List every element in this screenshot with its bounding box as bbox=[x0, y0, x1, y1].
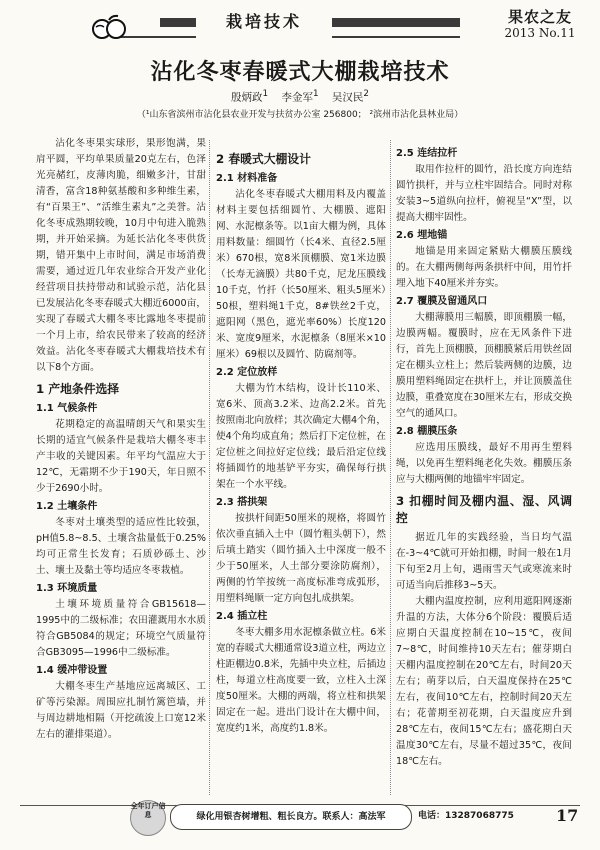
footer-phone: 电话：13287068775 bbox=[418, 811, 514, 821]
fruit-logo-icon bbox=[88, 14, 132, 40]
paragraph: 应选用压膜线，最好不用再生塑料绳，以免再生塑料绳老化失效。棚膜压条应与大棚两侧的地锚牢牢固定。 bbox=[396, 442, 572, 485]
subsection-heading: 2.7 覆膜及留通风口 bbox=[396, 296, 488, 307]
issue-number: 2013 No.11 bbox=[504, 26, 576, 40]
paragraph: 按拱杆间距50厘米的规格，将圆竹依次垂直插入土中（圆竹粗头朝下），然后填土踏实（圆竹插入土中深度一般不少于50厘米，人土部分要涂防腐剂），两侧的竹竿按统一高度标准弯成弧形，用塑料绳顺一定方向包扎成拱架。 bbox=[216, 513, 386, 604]
subsection-heading: 1.2 土壤条件 bbox=[36, 501, 98, 512]
paragraph: 大棚薄膜用三幅膜，即顶棚膜一幅，边膜两幅。覆膜时，应在无风条件下进行，首先上顶棚膜，顶棚膜紧后用铁丝固定在棚头立柱上；然后装两侧的边膜，边膜用塑料绳固定在拱杆上，并让顶膜盖住边膜，重叠宽度在30厘米左右，形成交换空气的通风口。 bbox=[396, 312, 572, 419]
subsection-heading: 1.1 气候条件 bbox=[36, 403, 98, 414]
column-divider bbox=[209, 140, 210, 795]
author-sup: 1 bbox=[312, 89, 319, 99]
author-name: 李金军 bbox=[281, 91, 313, 104]
article-title: 沾化冬枣春暖式大棚栽培技术 bbox=[150, 60, 450, 85]
subsection-heading: 2.1 材料准备 bbox=[216, 173, 278, 184]
paragraph: 取用作拉杆的圆竹，沿长度方向连结圆竹拱杆，并与立柱牢固结合。同时对称安装3~5道纵向拉杆，俯视呈“X”型，以提高大棚牢固性。 bbox=[396, 164, 572, 223]
paragraph: 地锚是用来固定紧贴大棚膜压膜线的。在大棚两侧每两条拱杆中间，用竹扦埋入地下40厘米并夯实。 bbox=[396, 246, 572, 289]
subsection-heading: 2.6 埋地锚 bbox=[396, 230, 448, 241]
paragraph: 花期稳定的高温晴朗天气和果实生长期的适宜气候条件是栽培大棚冬枣丰产丰收的关键因素。年平均气温应大于12℃，无霜期不少于190天，年日照不少于2690小时。 bbox=[36, 419, 206, 494]
paragraph: 土壤环境质量符合GB15618—1995中的二级标准；农田灌溉用水水质符合GB5084的规定；环境空气质量符合GB3095—1996中二级标准。 bbox=[36, 599, 206, 658]
column-divider bbox=[390, 140, 391, 795]
subsection-heading: 2.3 搭拱架 bbox=[216, 497, 268, 508]
subsection-heading: 2.4 插立柱 bbox=[216, 611, 268, 622]
author-sup: 1 bbox=[262, 89, 269, 99]
section-heading: 3 扣棚时间及棚内温、湿、风调控 bbox=[396, 494, 572, 525]
paragraph: 据近几年的实践经验，当日均气温在-3~4℃就可开始扣棚，时间一般在1月下旬至2月上旬，遇雨雪天气或寒流来时可适当向后推移3~5天。 bbox=[396, 532, 572, 591]
subsection-heading: 1.4 缓冲带设置 bbox=[36, 665, 108, 676]
column-1 bbox=[36, 136, 206, 743]
author-name: 殷炳政 bbox=[231, 91, 263, 104]
journal-name: 果农之友 bbox=[507, 8, 572, 26]
paragraph: 冬枣对土壤类型的适应性比较强，pH值5.8~8.5、土壤含盐量低于0.25%均可正常生长发育；石质砂砾土、沙土、壤土及黏土等均适应冬枣栽植。 bbox=[36, 517, 206, 576]
author-list bbox=[0, 89, 600, 105]
subsection-heading: 1.3 环境质量 bbox=[36, 583, 98, 594]
paragraph: 沾化冬枣春暖式大棚用料及内覆盖材料主要包括细圆竹、大棚膜、遮阳网、水泥檩条等。以1亩大棚为例，具体用料数量：细圆竹（长4米、直径2.5厘米）670根，宽8米顶棚膜、宽1米边膜（长寿无滴膜）共80千克，尼龙压膜线10千克，竹扦（长50厘米、粗头5厘米）50根，塑料绳1千克，8#铁丝2千克，遮阳网（黑色，遮光率60%）长度120米、宽度9厘米，水泥檩条（8厘米×10厘米）69根以及圆竹、防腐剂等。 bbox=[216, 189, 386, 360]
column-2 bbox=[216, 146, 386, 737]
author-sup: 2 bbox=[363, 89, 369, 99]
column-3 bbox=[396, 144, 572, 770]
subsection-heading: 2.5 连结拉杆 bbox=[396, 148, 458, 159]
paragraph: 大棚为竹木结构，设计长110米、宽6米、顶高3.2米、边高2.2米。首先按照南北向放样；其次确定大棚4个角，使4个角均成直角；然后打下定位桩，在定位桩之间拉好定位线；最后沿定位线将插圆竹的地基铲平夯实，确保每行拱架在一个水平线。 bbox=[216, 383, 386, 490]
section-label: 栽培技术 bbox=[196, 6, 332, 38]
section-heading: 2 春暖式大棚设计 bbox=[216, 152, 311, 166]
intro-paragraph: 沾化冬枣果实球形，果形饱满，果肩平圆，平均单果质量20克左右，色泽光亮赭红，皮薄肉脆，细嫩多汁，甘甜清香，富含18种氨基酸和多种维生素，有“百果王”、“活维生素丸”之美誉。沾化冬枣成熟期较晚，10月中旬进入脆熟期，并开始采摘。为延长沾化冬枣供货期，错开集中上市时间，满足市场消费需要，通过近几年农业综合开发产业化经营项目扶持带动和试验示范，沾化县已发展沾化冬枣春暖式大棚近6000亩，实现了春暖式大棚冬枣比露地冬枣提前一个月上市，给农民带来了较高的经济效益。沾化冬枣春暖式大棚栽培技术有以下8个方面。 bbox=[36, 138, 206, 373]
page-number: 17 bbox=[556, 806, 579, 825]
footer-ad: 绿化用银杏树增粗、粗长良方。联系人：高法军 bbox=[170, 804, 412, 830]
affiliation: （¹山东省滨州市沾化县农业开发与扶贫办公室 256800； ²滨州市沾化县林业局） bbox=[136, 110, 464, 120]
footer-badge-label: 全年订户信息 bbox=[130, 802, 166, 819]
paragraph: 冬枣大棚多用水泥檩条做立柱。6米宽的春暖式大棚通常设3道立柱，两边立柱距棚边0.8米，先插中央立柱，后插边柱，每道立柱高度要一致，立柱入土深度50厘米。大棚的两端，将立柱和拱架固定在一起。进出门设计在大棚中间，宽度约1米，高度约1.8米。 bbox=[216, 627, 386, 734]
subsection-heading: 2.8 棚膜压条 bbox=[396, 426, 458, 437]
paragraph: 大棚内温度控制，应利用遮阳网逐渐升温的方法，大体分6个阶段：覆膜后适应期白天温度控制在10~15℃，夜间7~8℃，时间维持10天左右；催芽期白天棚内温度控制在20℃左右，时间20天左右；萌芽以后，白天温度保持在25℃左右，夜间10℃左右，控制时间20天左右；花蕾期至初花期，白天温度应升到28℃左右，夜间15℃左右；盛花期白天温度30℃左右，尽量不超过35℃，夜间18℃左右。 bbox=[396, 596, 572, 767]
author-name: 吴汉民 bbox=[331, 91, 364, 104]
paragraph: 大棚冬枣生产基地应远离城区、工矿等污染源。周围应扎制竹篱笆墙，并与周边耕地相隔（开挖疏浚上口宽12米左右的灌排渠道）。 bbox=[36, 681, 206, 740]
section-heading: 1 产地条件选择 bbox=[36, 382, 120, 396]
subsection-heading: 2.2 定位放样 bbox=[216, 367, 278, 378]
